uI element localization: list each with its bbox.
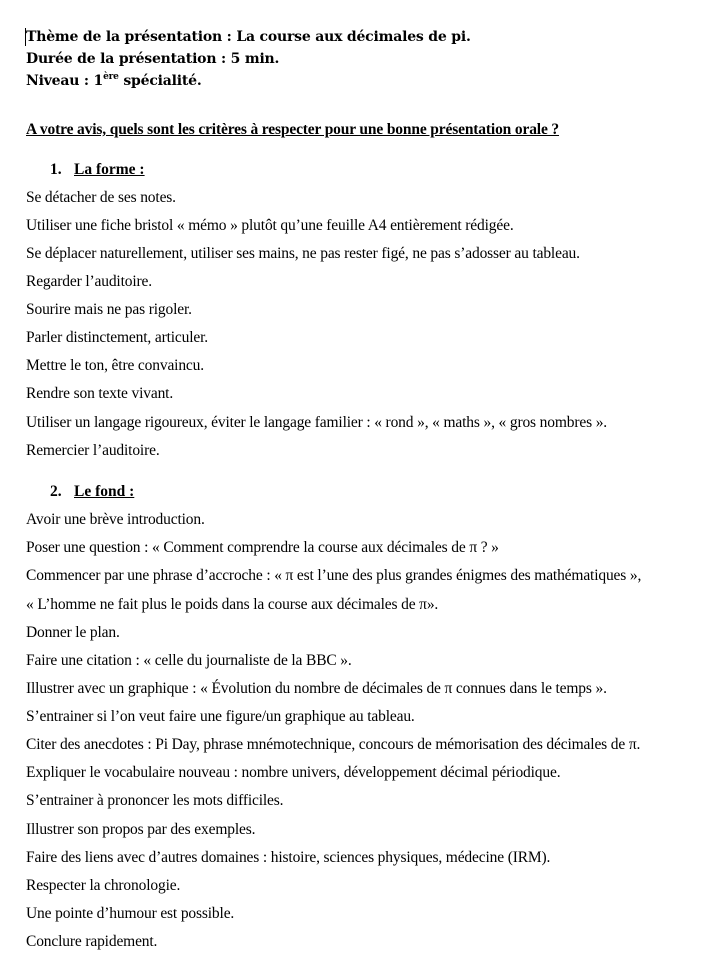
duration-line: Durée de la présentation : 5 min. (26, 51, 280, 67)
list-item: Se détacher de ses notes. (26, 189, 176, 206)
list-item: Remercier l’auditoire. (26, 442, 160, 459)
list-item: Regarder l’auditoire. (26, 273, 152, 290)
list-item: Faire une citation : « celle du journaliste de la BBC ». (26, 652, 352, 669)
level-line (26, 72, 202, 90)
list-item: Citer des anecdotes : Pi Day, phrase mnémotechnique, concours de mémorisation des décimales de π. (26, 736, 641, 753)
list-item: Mettre le ton, être convaincu. (26, 357, 204, 374)
list-item: Parler distinctement, articuler. (26, 329, 208, 346)
list-item: Faire des liens avec d’autres domaines : histoire, sciences physiques, médecine (IRM). (26, 849, 551, 866)
list-item: Illustrer son propos par des exemples. (26, 821, 256, 838)
list-item: Conclure rapidement. (26, 933, 158, 950)
list-item: Commencer par une phrase d’accroche : « π est l’une des plus grandes énigmes des mathématiques », (26, 567, 642, 584)
theme-line (26, 28, 471, 46)
list-item: Utiliser une fiche bristol « mémo » plutôt qu’une feuille A4 entièrement rédigée. (26, 217, 514, 234)
list-item: S’entrainer à prononcer les mots difficiles. (26, 792, 284, 809)
list-item: Illustrer avec un graphique : « Évolution du nombre de décimales de π connues dans le temps ». (26, 680, 607, 697)
list-item: Utiliser un langage rigoureux, éviter le langage familier : « rond », « maths », « gros nombres ». (26, 414, 608, 431)
section-title: Le fond : (74, 483, 135, 500)
section-title: La forme : (74, 161, 145, 178)
list-item: Donner le plan. (26, 624, 120, 641)
list-item: Rendre son texte vivant. (26, 385, 174, 402)
level-superscript: ère (103, 72, 119, 82)
list-item: Avoir une brève introduction. (26, 511, 205, 528)
section-heading-forme (0, 161, 728, 179)
level-prefix: Niveau : 1 (26, 73, 104, 89)
list-item: Expliquer le vocabulaire nouveau : nombre univers, développement décimal périodique. (26, 764, 561, 781)
list-item: Se déplacer naturellement, utiliser ses mains, ne pas rester figé, ne pas s’adosser au tableau. (26, 245, 580, 262)
list-item: Une pointe d’humour est possible. (26, 905, 235, 922)
list-item: Respecter la chronologie. (26, 877, 181, 894)
list-item: S’entrainer si l’on veut faire une figure/un graphique au tableau. (26, 708, 415, 725)
theme-label: Thème de la présentation : (26, 29, 237, 45)
level-suffix: spécialité. (118, 73, 202, 89)
list-item: « L’homme ne fait plus le poids dans la course aux décimales de π». (26, 596, 439, 613)
list-item: Sourire mais ne pas rigoler. (26, 301, 192, 318)
section-heading-fond (0, 483, 728, 501)
section-number: 1. (50, 161, 62, 178)
section-number: 2. (50, 483, 62, 500)
question-heading: A votre avis, quels sont les critères à respecter pour une bonne présentation orale ? (26, 121, 560, 138)
list-item: Poser une question : « Comment comprendre la course aux décimales de π ? » (26, 539, 499, 556)
theme-value: La course aux décimales de pi. (236, 29, 471, 45)
